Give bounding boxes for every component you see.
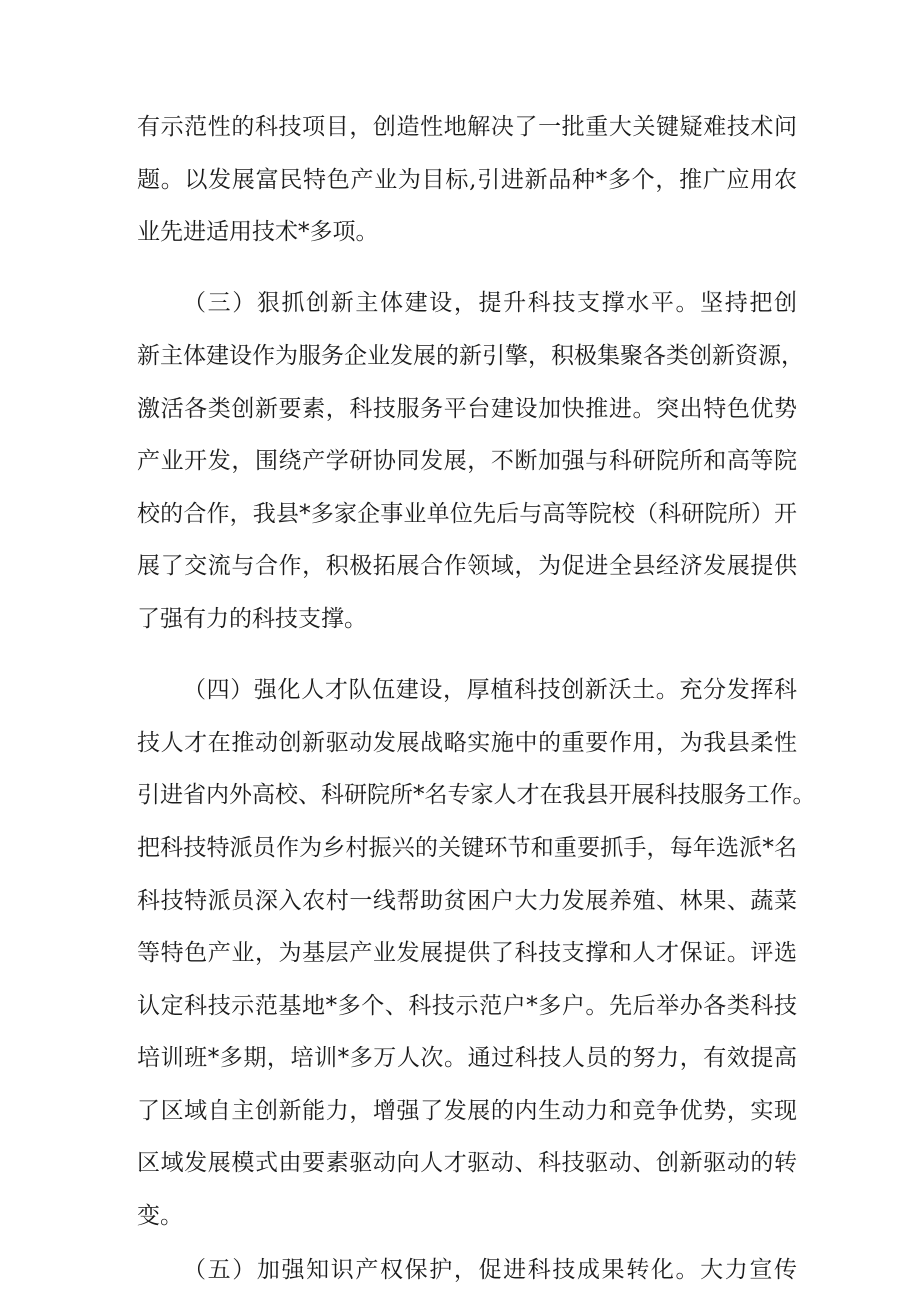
text-line: 变。 [137,1203,183,1229]
text-line: 产业开发，围绕产学研协同发展，不断加强与科研院所和高等院 [137,448,797,474]
text-line: 培训班*多期，培训*多万人次。通过科技人员的努力，有效提高 [137,1045,797,1071]
text-line: 引进省内外高校、科研院所*名专家人才在我县开展科技服务工作。 [137,782,816,808]
text-line: 认定科技示范基地*多个、科技示范户*多户。先后举办各类科技 [137,993,797,1019]
text-line: 有示范性的科技项目，创造性地解决了一批重大关键疑难技术问 [137,114,797,140]
text-line: 把科技特派员作为乡村振兴的关键环节和重要抓手，每年选派*名 [137,835,797,861]
section-heading-line: （三）狠抓创新主体建设，提升科技支撑水平。坚持把创 [183,290,797,316]
text-line: 激活各类创新要素，科技服务平台建设加快推进。突出特色优势 [137,396,797,422]
text-line: 业先进适用技术*多项。 [137,219,379,245]
text-line: 展了交流与合作，积极拓展合作领域，为促进全县经济发展提供 [137,553,797,579]
text-line: 科技特派员深入农村一线帮助贫困户大力发展养殖、林果、蔬菜 [137,888,797,914]
text-line: 新主体建设作为服务企业发展的新引擎，积极集聚各类创新资源， [137,343,804,369]
text-line: 区域发展模式由要素驱动向人才驱动、科技驱动、创新驱动的转 [137,1150,797,1176]
text-line: 了区域自主创新能力，增强了发展的内生动力和竞争优势，实现 [137,1098,797,1124]
text-line: 等特色产业，为基层产业发展提供了科技支撑和人才保证。评选 [137,940,797,966]
text-line: 技人才在推动创新驱动发展战略实施中的重要作用，为我县柔性 [137,730,797,756]
text-line: 题。以发展富民特色产业为目标,引进新品种*多个，推广应用农 [137,167,797,193]
section-heading-line: （五）加强知识产权保护，促进科技成果转化。大力宣传 [183,1257,797,1283]
text-line: 校的合作，我县*多家企事业单位先后与高等院校（科研院所）开 [137,501,797,527]
section-heading-line: （四）强化人才队伍建设，厚植科技创新沃土。充分发挥科 [183,677,797,703]
text-line: 了强有力的科技支撑。 [137,606,367,632]
